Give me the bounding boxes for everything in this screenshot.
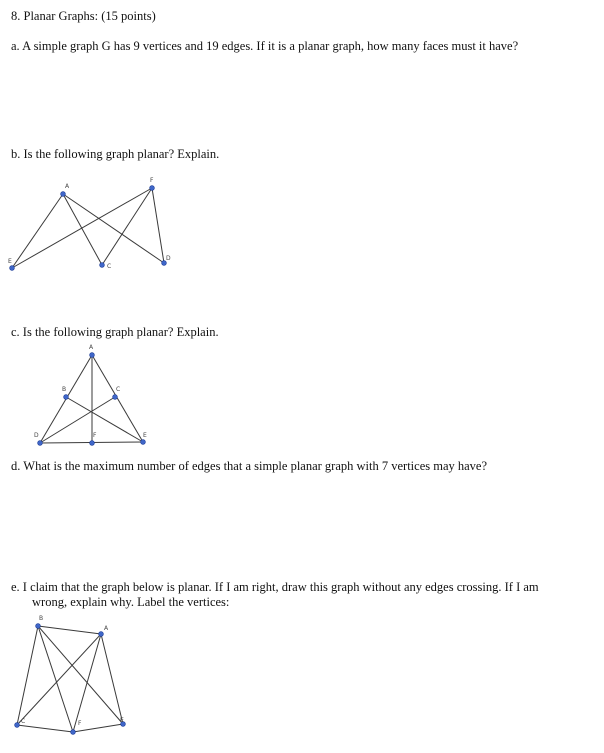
vertex-f: [71, 730, 76, 735]
vertex-c: [113, 395, 118, 400]
edge-a-e: [12, 194, 63, 268]
vertex-f: [150, 186, 155, 191]
label-b: B: [39, 615, 44, 622]
label-e: E: [8, 258, 12, 265]
part-d-text: d. What is the maximum number of edges that a simple planar graph with 7 vertices may have?: [11, 459, 488, 473]
graph-e: [0, 610, 200, 753]
edge-a-e: [101, 634, 123, 724]
label-d: D: [34, 432, 39, 439]
edge-a-d: [63, 194, 164, 263]
vertex-e: [141, 440, 146, 445]
edge-a-e: [92, 355, 143, 442]
edge-b-e: [38, 626, 123, 724]
edge-c-f: [17, 725, 73, 732]
label-c: C: [107, 263, 112, 270]
label-e: E: [143, 432, 147, 439]
edge-b-f: [38, 626, 73, 732]
vertex-f: [90, 441, 95, 446]
label-e: E: [120, 717, 124, 724]
label-a: A: [65, 183, 70, 190]
part-a-text: a. A simple graph G has 9 vertices and 19 edges. If it is a planar graph, how many faces must it have?: [11, 39, 519, 53]
part-c-text: c. Is the following graph planar? Explain.: [11, 325, 219, 339]
graph-c: [0, 340, 200, 450]
vertex-a: [61, 192, 66, 197]
label-a: A: [104, 625, 109, 632]
part-e-text-line2: wrong, explain why. Label the vertices:: [32, 595, 230, 609]
vertex-d: [38, 441, 43, 446]
edge-b-a: [38, 626, 101, 634]
label-d: D: [166, 255, 171, 262]
label-f: F: [78, 720, 82, 727]
vertex-e: [10, 266, 15, 271]
vertex-c: [100, 263, 105, 268]
vertex-b: [64, 395, 69, 400]
part-e-text-line1: e. I claim that the graph below is planar. If I am right, draw this graph without any edges crossing. If I am: [11, 580, 539, 594]
label-f: F: [93, 432, 97, 439]
edge-f-c: [102, 188, 152, 265]
edge-a-c: [63, 194, 102, 265]
vertex-b: [36, 624, 41, 629]
edge-f-e: [12, 188, 152, 268]
label-a: A: [89, 344, 94, 351]
question-title: 8. Planar Graphs: (15 points): [11, 9, 156, 23]
edge-f-d: [152, 188, 164, 263]
graph-b: [0, 170, 200, 280]
edge-b-c: [17, 626, 38, 725]
label-c: C: [116, 386, 121, 393]
vertex-a: [99, 632, 104, 637]
label-c: C: [21, 718, 26, 725]
vertex-c: [15, 723, 20, 728]
part-b-text: b. Is the following graph planar? Explain.: [11, 147, 220, 161]
vertex-a: [90, 353, 95, 358]
label-b: B: [62, 386, 67, 393]
label-f: F: [150, 177, 154, 184]
